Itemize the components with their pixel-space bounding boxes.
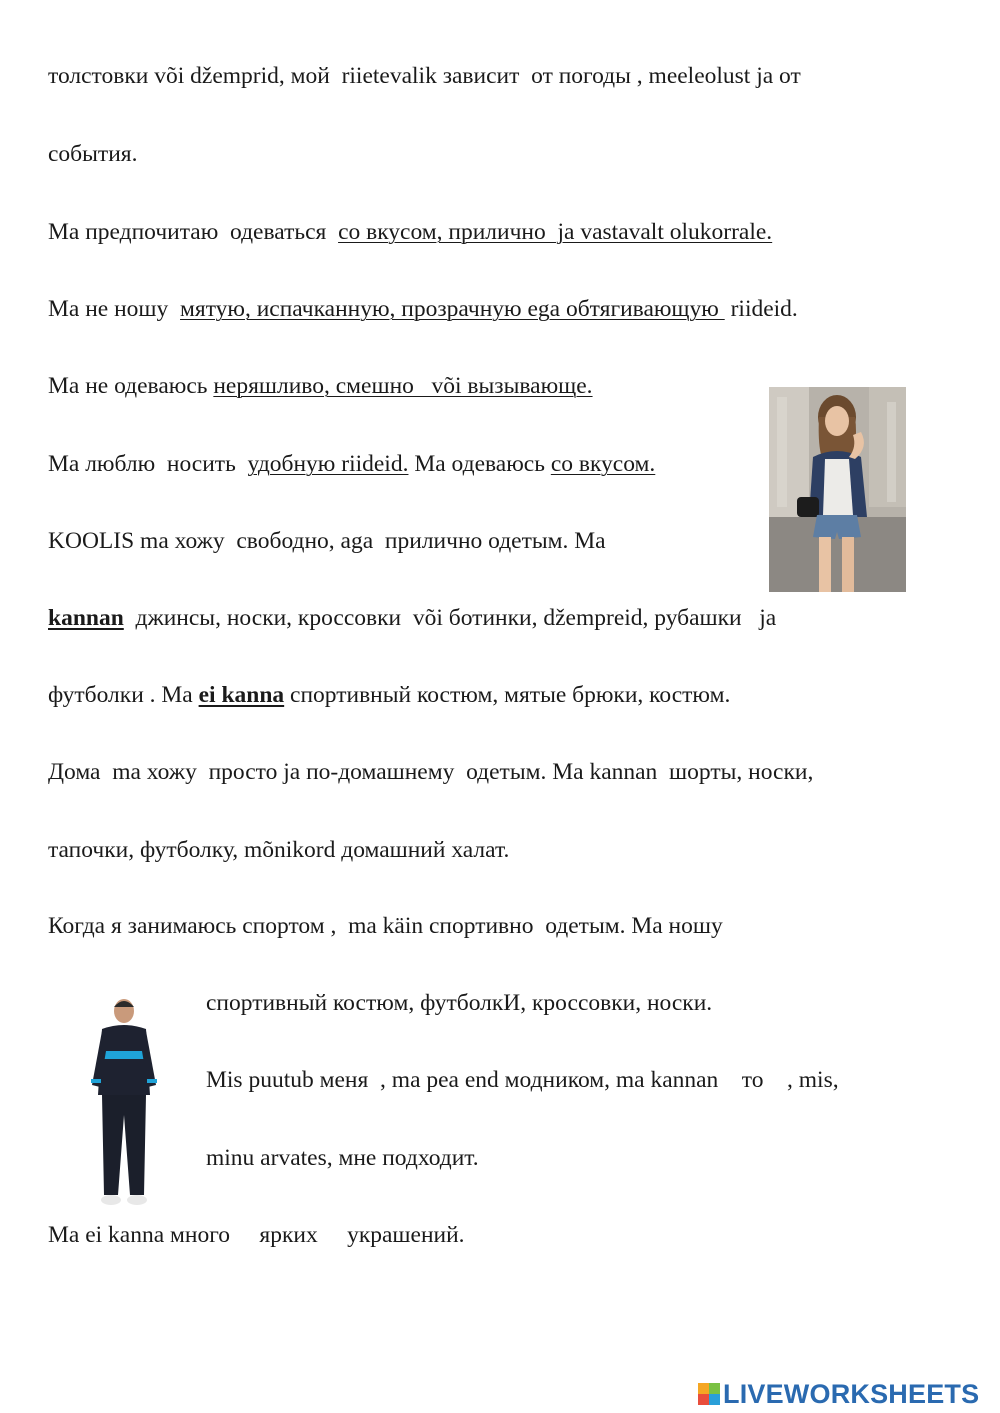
man-illustration [80, 995, 165, 1213]
text-line-3 [48, 218, 772, 246]
text-line-15 [206, 1144, 479, 1172]
logo-icon [698, 1383, 720, 1405]
line-text: тапочки, футболку, mõnikord домашний халат. [48, 837, 510, 863]
text-line-11 [48, 836, 509, 864]
man-photo [80, 995, 165, 1213]
line-text: Ma не одеваюсь [48, 373, 214, 399]
woman-photo [769, 387, 906, 592]
text-line-2 [48, 140, 137, 168]
line-text: KOOLIS ma хожу свободно, aga прилично одетым. Ma [48, 528, 606, 554]
text-line-16 [48, 1221, 465, 1249]
line-text: Ma ei kanna много ярких украшений. [48, 1222, 465, 1248]
line-text: джинсы, носки, кроссовки või ботинки, džempreid, рубашки ja [123, 605, 777, 631]
text-line-1 [48, 62, 801, 90]
line-text: Ma люблю носить [48, 451, 248, 477]
underlined-phrase: мятую, испачканную, прозрачную ega обтягивающую [180, 296, 725, 322]
text-line-4 [48, 295, 798, 323]
line-text: Когда я занимаюсь спортом , ma käin спортивно одетым. Ma ношу [48, 913, 723, 939]
text-line-8 [48, 604, 776, 632]
text-line-6 [48, 450, 655, 478]
woman-illustration [769, 387, 906, 592]
line-text: события. [48, 141, 138, 167]
line-text: Mis puutub меня , ma pea end модником, ma kannan то , mis, [206, 1067, 839, 1093]
line-text: minu arvates, мне подходит. [206, 1145, 479, 1171]
line-text: Ma не ношу [48, 296, 181, 322]
bold-keyword: kannan [48, 605, 124, 631]
bold-keyword: ei kanna [198, 682, 285, 708]
text-line-13 [206, 989, 712, 1017]
line-text: riideid. [724, 296, 798, 322]
liveworksheets-logo [698, 1378, 979, 1410]
line-text: Ma одеваюсь [408, 451, 551, 477]
text-line-5 [48, 372, 593, 400]
line-text: толстовки või džemprid, мой riietevalik зависит от погоды , meeleolust ja от [48, 63, 801, 89]
text-line-14 [206, 1066, 839, 1094]
underlined-phrase: неряшливо, смешно või вызывающе. [213, 373, 593, 399]
text-line-12 [48, 912, 723, 940]
underlined-phrase: удобную riideid. [247, 451, 409, 477]
line-text: спортивный костюм, мятые брюки, костюм. [284, 682, 731, 708]
line-text: Ma предпочитаю одеваться [48, 219, 339, 245]
text-line-7 [48, 527, 606, 555]
line-text: Дома ma хожу просто ja по-домашнему одетым. Ma kannan шорты, носки, [48, 759, 814, 785]
line-text: футболки . Ma [48, 682, 199, 708]
line-text: спортивный костюм, футболкИ, кроссовки, носки. [206, 990, 713, 1016]
text-line-9 [48, 681, 730, 709]
underlined-phrase: со вкусом, прилично ja vastavalt olukorrale. [338, 219, 773, 245]
logo-text: LIVEWORKSHEETS [723, 1378, 980, 1409]
text-line-10 [48, 758, 813, 786]
underlined-phrase: со вкусом. [550, 451, 656, 477]
